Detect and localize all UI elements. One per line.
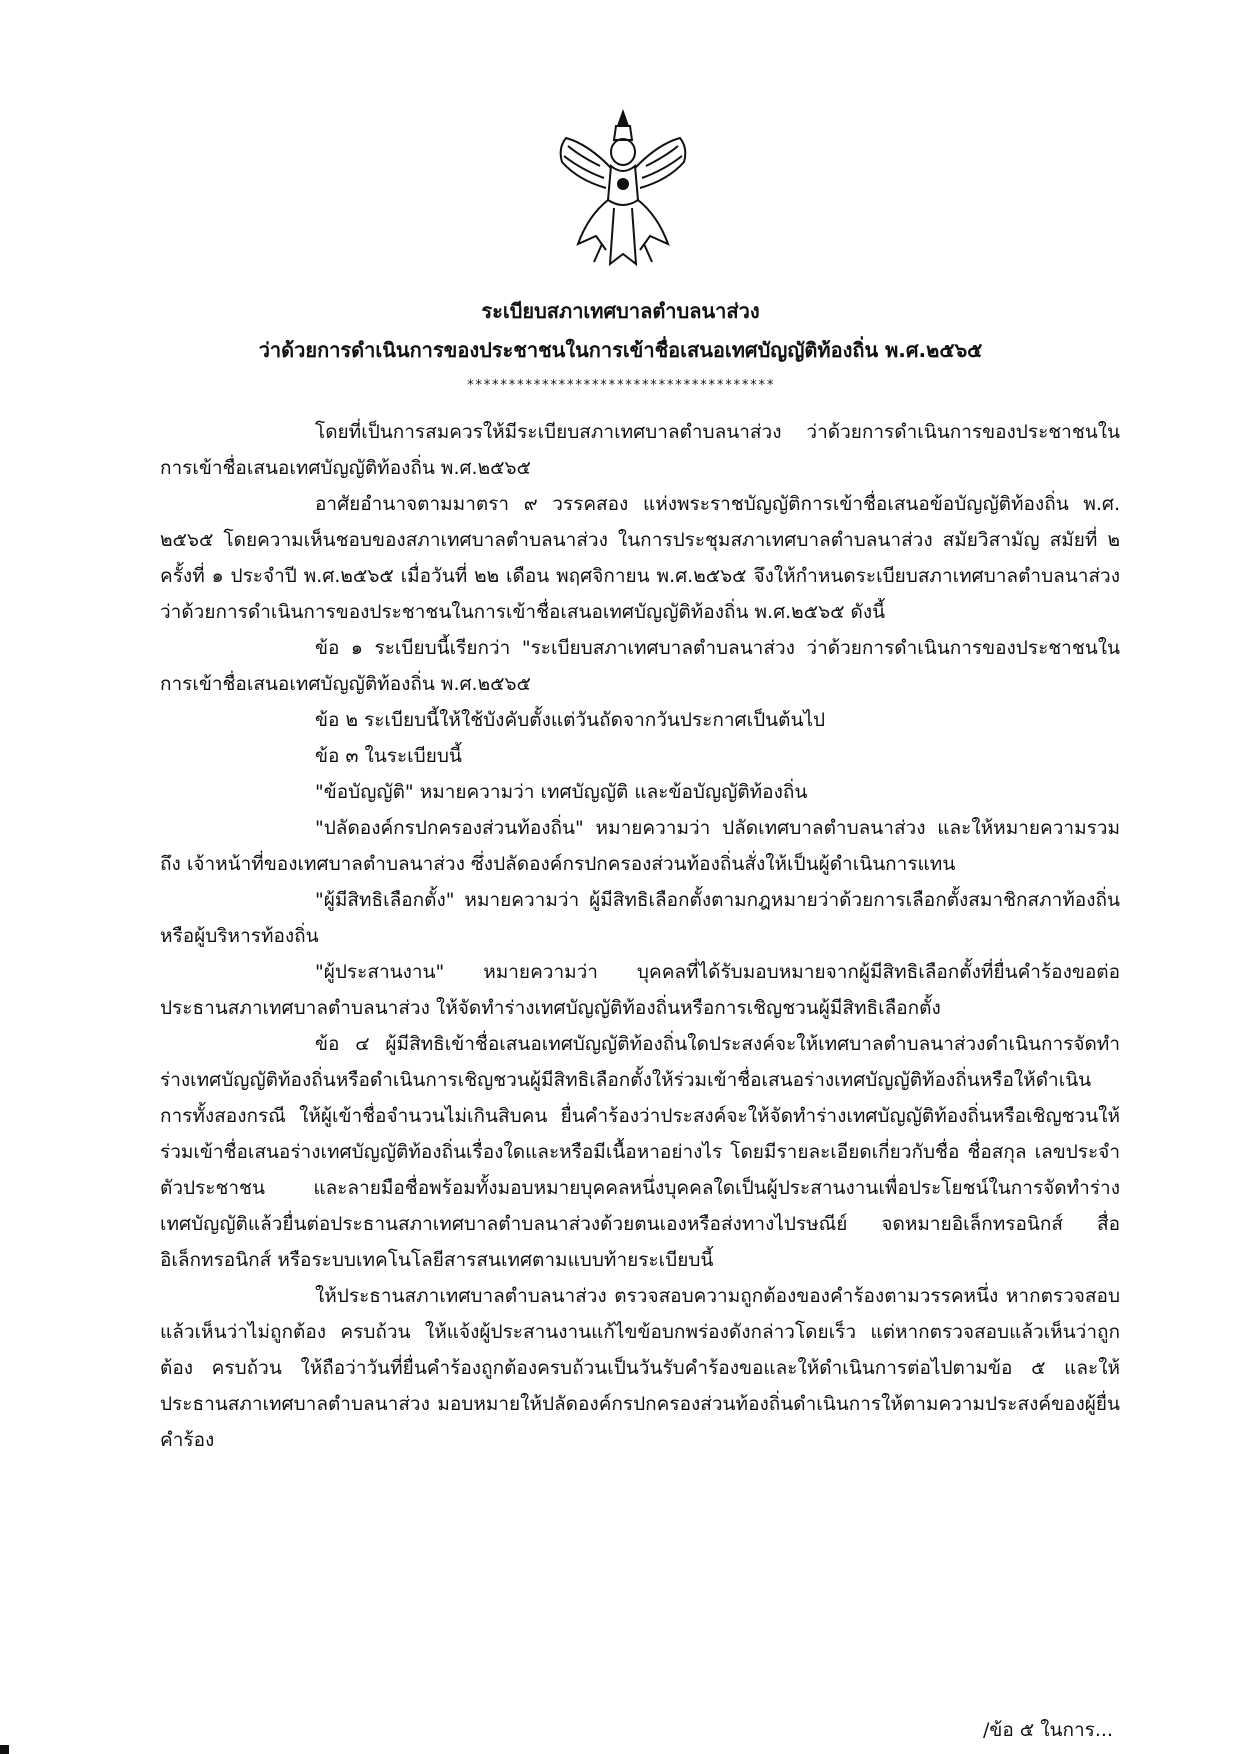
garuda-emblem — [548, 104, 698, 272]
document-body — [160, 414, 1120, 1458]
definition-regulation: "ข้อบัญญัติ" หมายความว่า เทศบัญญัติ และข้อบัญญัติท้องถิ่น — [315, 781, 808, 803]
clause-4: ข้อ ๔ ผู้มีสิทธิเข้าชื่อเสนอเทศบัญญัติท้องถิ่นใดประสงค์จะให้เทศบาลตำบลนาส่วงดำเนินการจัดทำร่างเทศบัญญัติท้องถิ่นหรือดำเนินการเชิญชวนผู้มีสิทธิเลือกตั้งให้ร่วมเข้าชื่อเสนอร่างเทศบัญญัติท้องถิ่นหรือให้ดำเนินการทั้งสองกรณี ให้ผู้เข้าชื่อจำนวนไม่เกินสิบคน ยื่นคำร้องว่าประสงค์จะให้จัดทำร่างเทศบัญญัติท้องถิ่นหรือเชิญชวนให้ร่วมเข้าชื่อเสนอร่างเทศบัญญัติท้องถิ่นเรื่องใดและหรือมีเนื้อหาอย่างไร โดยมีรายละเอียดเกี่ยวกับชื่อ ชื่อสกุล เลขประจำตัวประชาชน และลายมือชื่อพร้อมทั้งมอบหมายบุคคลหนึ่งบุคคลใดเป็นผู้ประสานงานเพื่อประโยชน์ในการจัดทำร่างเทศบัญญัติแล้วยื่นต่อประธานสภาเทศบาลตำบลนาส่วงด้วยตนเองหรือส่งทางไปรษณีย์ จดหมายอิเล็กทรอนิกส์ สื่ออิเล็กทรอนิกส์ หรือระบบเทคโนโลยีสารสนเทศตามแบบท้ายระเบียบนี้ — [160, 1033, 1120, 1271]
scan-mark — [0, 1745, 9, 1754]
definition-voter: "ผู้มีสิทธิเลือกตั้ง" หมายความว่า ผู้มีสิทธิเลือกตั้งตามกฎหมายว่าด้วยการเลือกตั้งสมาชิกสภาท้องถิ่นหรือผู้บริหารท้องถิ่น — [160, 889, 1120, 947]
paragraph-preamble: โดยที่เป็นการสมควรให้มีระเบียบสภาเทศบาลตำบลนาส่วง ว่าด้วยการดำเนินการของประชาชนในการเข้าชื่อเสนอเทศบัญญัติท้องถิ่น พ.ศ.๒๕๖๕ — [160, 421, 1120, 479]
continuation-note: /ข้อ ๕ ในการ... — [982, 1719, 1113, 1741]
clause-2: ข้อ ๒ ระเบียบนี้ให้ใช้บังคับตั้งแต่วันถัดจากวันประกาศเป็นต้นไป — [315, 709, 826, 731]
paragraph-authority: อาศัยอำนาจตามมาตรา ๙ วรรคสอง แห่งพระราชบัญญัติการเข้าชื่อเสนอข้อบัญญัติท้องถิ่น พ.ศ. ๒๕๖๕ โดยความเห็นชอบของสภาเทศบาลตำบลนาส่วง ในการประชุมสภาเทศบาลตำบลนาส่วง สมัยวิสามัญ สมัยที่ ๒ ครั้งที่ ๑ ประจำปี พ.ศ.๒๕๖๕ เมื่อวันที่ ๒๒ เดือน พฤศจิกายน พ.ศ.๒๕๖๕ จึงให้กำหนดระเบียบสภาเทศบาลตำบลนาส่วงว่าด้วยการดำเนินการของประชาชนในการเข้าชื่อเสนอเทศบัญญัติท้องถิ่น พ.ศ.๒๕๖๕ ดังนี้ — [160, 493, 1120, 623]
document-subtitle: ว่าด้วยการดำเนินการของประชาชนในการเข้าชื่อเสนอเทศบัญญัติท้องถิ่น พ.ศ.๒๕๖๕ — [258, 338, 983, 362]
separator-line: ************************************* — [466, 378, 775, 393]
document-title: ระเบียบสภาเทศบาลตำบลนาส่วง — [481, 299, 760, 323]
definition-clerk: "ปลัดองค์กรปกครองส่วนท้องถิ่น" หมายความว่า ปลัดเทศบาลตำบลนาส่วง และให้หมายความรวมถึง เจ้าหน้าที่ของเทศบาลตำบลนาส่วง ซึ่งปลัดองค์กรปกครองส่วนท้องถิ่นสั่งให้เป็นผู้ดำเนินการแทน — [160, 817, 1120, 875]
definition-coordinator: "ผู้ประสานงาน" หมายความว่า บุคคลที่ได้รับมอบหมายจากผู้มีสิทธิเลือกตั้งที่ยื่นคำร้องขอต่อประธานสภาเทศบาลตำบลนาส่วง ให้จัดทำร่างเทศบัญญัติท้องถิ่นหรือการเชิญชวนผู้มีสิทธิเลือกตั้ง — [160, 961, 1120, 1019]
clause-1: ข้อ ๑ ระเบียบนี้เรียกว่า "ระเบียบสภาเทศบาลตำบลนาส่วง ว่าด้วยการดำเนินการของประชาชนในการเข้าชื่อเสนอเทศบัญญัติท้องถิ่น พ.ศ.๒๕๖๕ — [160, 637, 1120, 695]
clause-4-paragraph-2: ให้ประธานสภาเทศบาลตำบลนาส่วง ตรวจสอบความถูกต้องของคำร้องตามวรรคหนึ่ง หากตรวจสอบแล้วเห็นว่าไม่ถูกต้อง ครบถ้วน ให้แจ้งผู้ประสานงานแก้ไขข้อบกพร่องดังกล่าวโดยเร็ว แต่หากตรวจสอบแล้วเห็นว่าถูกต้อง ครบถ้วน ให้ถือว่าวันที่ยื่นคำร้องถูกต้องครบถ้วนเป็นวันรับคำร้องขอและให้ดำเนินการต่อไปตามข้อ ๕ และให้ประธานสภาเทศบาลตำบลนาส่วง มอบหมายให้ปลัดองค์กรปกครองส่วนท้องถิ่นดำเนินการให้ตามความประสงค์ของผู้ยื่นคำร้อง — [160, 1285, 1120, 1451]
clause-3: ข้อ ๓ ในระเบียบนี้ — [315, 745, 462, 767]
